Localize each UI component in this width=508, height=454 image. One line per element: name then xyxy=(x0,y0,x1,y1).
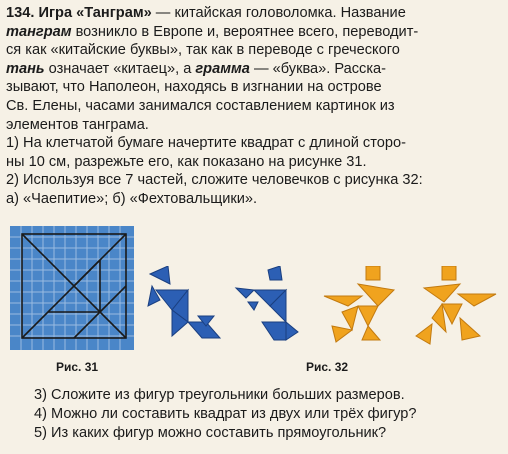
problem-line-5 xyxy=(6,97,500,116)
problem-number: 134. xyxy=(6,5,35,21)
problem-134 xyxy=(6,4,500,209)
task-4: 4) Можно ли составить квадрат из двух или трёх фигур? xyxy=(34,406,417,422)
text-run: означает «китаец», а xyxy=(44,60,196,77)
fencer-figure-left xyxy=(322,266,404,348)
text-run: 1) На клетчатой бумаге начертите квадрат с длиной сторо- xyxy=(6,135,406,152)
figure-31-caption: Рис. 31 xyxy=(56,360,99,374)
problem-line-6 xyxy=(6,116,500,135)
tangram-square-figure xyxy=(10,226,134,350)
task-2-line-2 xyxy=(6,190,500,209)
problem-line-3 xyxy=(6,60,500,79)
problem-title: Игра «Танграм» xyxy=(38,5,152,21)
italic-term: грамма xyxy=(195,60,250,77)
task-1-line-2 xyxy=(6,153,500,172)
italic-term: танграм xyxy=(6,23,72,40)
text-run: а) «Чаепитие»; б) «Фехтовальщики». xyxy=(6,190,258,207)
task-5: 5) Из каких фигур можно составить прямоугольник? xyxy=(34,425,387,441)
text-run: — китайская головоломка. Название xyxy=(151,5,406,21)
task-1-line-1 xyxy=(6,134,500,153)
problem-line-2 xyxy=(6,41,500,60)
problem-line-0 xyxy=(152,5,406,21)
figures-area xyxy=(0,226,508,376)
text-run: элементов танграма. xyxy=(6,116,149,133)
problem-line-1 xyxy=(6,23,500,42)
text-run: возникло в Европе и, вероятнее всего, переводит- xyxy=(71,23,419,40)
problem-line-4 xyxy=(6,78,500,97)
text-run: — «буква». Расска- xyxy=(249,60,387,77)
text-run: ся как «китайские буквы», так как в переводе с греческого xyxy=(6,42,400,59)
italic-term: тань xyxy=(6,60,45,77)
tea-drinker-figure-left xyxy=(142,266,222,346)
fencer-figure-right xyxy=(414,266,498,350)
task-2-line-1 xyxy=(6,171,500,190)
text-run: Св. Елены, часами занимался составлением картинок из xyxy=(6,97,395,114)
problem-first-line xyxy=(6,4,500,23)
task-3: 3) Сложите из фигур треугольники больших размеров. xyxy=(34,387,405,403)
tea-drinker-figure-right xyxy=(232,266,312,346)
text-run: ны 10 см, разрежьте его, как показано на рисунке 31. xyxy=(6,153,367,170)
text-run: зывают, что Наполеон, находясь в изгнании на острове xyxy=(6,79,382,96)
figure-32-caption: Рис. 32 xyxy=(306,360,349,374)
text-run: 2) Используя все 7 частей, сложите человечков с рисунка 32: xyxy=(6,172,423,189)
